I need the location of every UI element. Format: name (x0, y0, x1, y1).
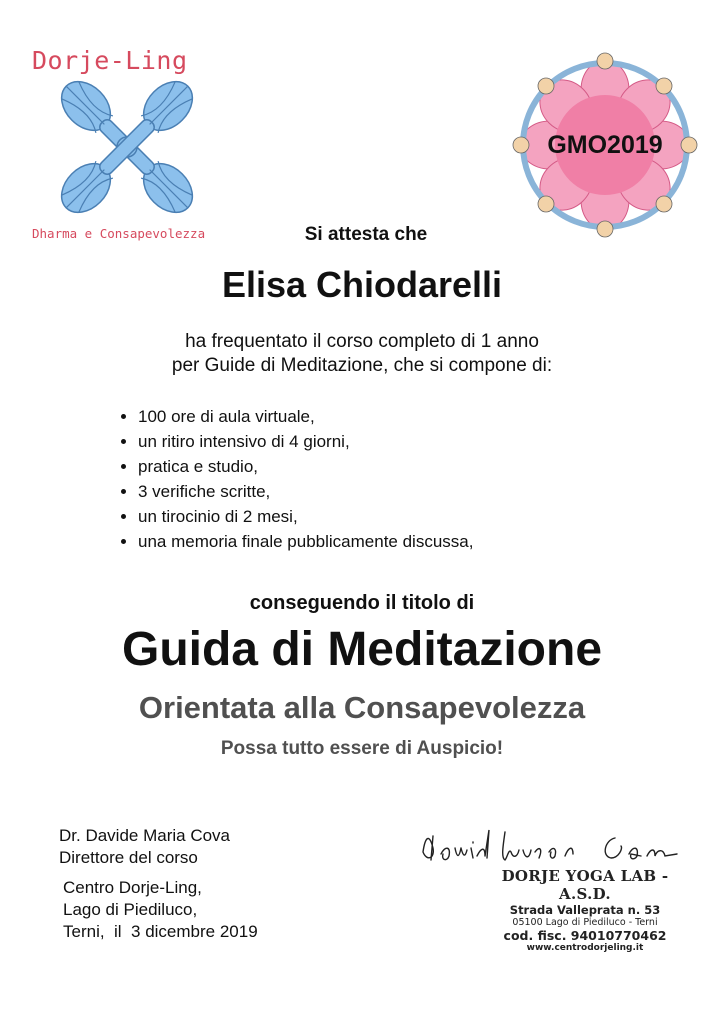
list-item: • un tirocinio di 2 mesi, (138, 504, 473, 529)
list-item: • una memoria finale pubblicamente discussa, (138, 529, 473, 554)
place-line1: Centro Dorje-Ling, (63, 878, 202, 897)
list-item: • un ritiro intensivo di 4 giorni, (138, 429, 473, 454)
gmo-badge-icon (510, 50, 700, 250)
stamp-line2: Strada Valleprata n. 53 (509, 903, 661, 917)
wish-text: Possa tutto essere di Auspicio! (220, 738, 504, 759)
stamp-line3: 05100 Lago di Piediluco - Terni (512, 917, 658, 928)
place-date-block (63, 877, 258, 943)
association-stamp (480, 867, 690, 953)
recipient-name: Elisa Chiodarelli (221, 264, 503, 305)
logo-title: Dorje-Ling (32, 46, 188, 75)
list-item: • 3 verifiche scritte, (138, 479, 473, 504)
certificate-title: Guida di Meditazione (121, 623, 603, 676)
course-intro-line1: ha frequentato il corso completo di 1 anno (185, 331, 539, 352)
certificate-subtitle: Orientata alla Consapevolezza (138, 690, 586, 725)
signer-role: Direttore del corso (59, 848, 198, 867)
course-intro-line2: per Guide di Meditazione, che si compone di: (171, 355, 553, 376)
stamp-line5: www.centrodorjeling.it (526, 943, 644, 953)
stamp-line1: DORJE YOGA LAB - A.S.D. (501, 867, 669, 903)
date-line: Terni, il 3 dicembre 2019 (63, 922, 258, 941)
stamp-line4: cod. fisc. 94010770462 (503, 928, 667, 943)
vajra-logo-icon (40, 72, 215, 222)
list-item: • pratica e studio, (138, 454, 473, 479)
course-components-list (104, 404, 473, 554)
signer-block (59, 825, 230, 869)
list-item: • 100 ore di aula virtuale, (138, 404, 473, 429)
badge-label: GMO2019 (547, 131, 663, 159)
attesta-heading: Si attesta che (304, 224, 428, 245)
conseguendo-text: conseguendo il titolo di (249, 592, 475, 614)
course-intro (0, 330, 724, 378)
place-line2: Lago di Piediluco, (63, 900, 198, 919)
logo-subtitle: Dharma e Consapevolezza (32, 226, 206, 241)
signer-name: Dr. Davide Maria Cova (59, 826, 231, 845)
